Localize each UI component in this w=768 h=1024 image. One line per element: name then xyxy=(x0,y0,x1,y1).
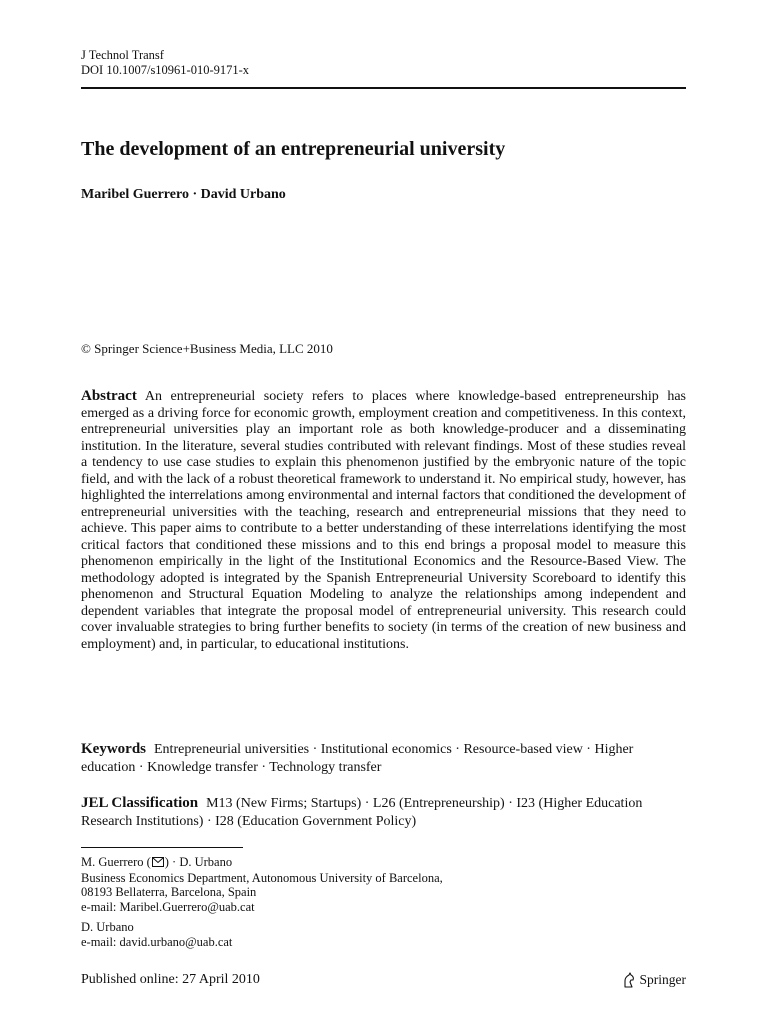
header-rule xyxy=(81,87,686,89)
affiliation-block xyxy=(81,855,443,914)
journal-name: J Technol Transf xyxy=(81,48,164,62)
abstract xyxy=(81,388,686,653)
author-list: Maribel Guerrero · David Urbano xyxy=(81,187,286,202)
email-urbano[interactable]: e-mail: david.urbano@uab.cat xyxy=(81,934,233,949)
published-date: Published online: 27 April 2010 xyxy=(81,972,260,987)
author2-short: ) · D. Urbano xyxy=(164,855,233,869)
doi: DOI 10.1007/s10961-010-9171-x xyxy=(81,63,250,77)
keywords-heading: Keywords xyxy=(81,741,146,757)
author1-name: M. Guerrero ( xyxy=(81,855,151,869)
jel-classification xyxy=(81,794,686,831)
email-guerrero[interactable]: e-mail: Maribel.Guerrero@uab.cat xyxy=(81,899,255,914)
paper-title: The development of an entrepreneurial university xyxy=(81,138,506,160)
address: 08193 Bellaterra, Barcelona, Spain xyxy=(81,885,257,899)
jel-heading: JEL Classification xyxy=(81,795,199,811)
publisher-name: Springer xyxy=(639,972,686,987)
footnote-rule xyxy=(81,847,243,848)
abstract-text: An entrepreneurial society refers to places where knowledge-based entrepreneurship has emerged as a driving force for economic growth, employment creation and competitiveness. In this context, entrepreneurial universities play an important role as both knowledge-producer and a disseminating institution. In the literature, several studies contributed with relevant findings. Most of these studies reveal a tendency to use case studies to explain this phenomenon justified by the embryonic nature of the topic field, and with the lack of a robust theoretical framework to understand it. No empirical study, however, has highlighted the interrelations among environmental and internal factors that conditioned the development of entrepreneurial universities with the teaching, research and entrepreneurial missions that they need to achieve. This paper aims to contribute to a better understanding of these interrelations identifying the most critical factors that conditioned these missions and to this end brings a proposal model to measure this phenomenon empirically in the light of the Institutional Economics and the Resource-Based View. The methodology adopted is integrated by the Spanish Entrepreneurial University Scoreboard to identify this phenomenon and Structural Equation Modeling to analyze the relationships among independent and dependent variables that integrate the proposal model of entrepreneurial university. This research could cover invaluable strategies to bring further benefits to society (in terms of the creation of new business and employment) and, in particular, to educational institutions. xyxy=(81,389,686,652)
corresponding-authors xyxy=(81,855,443,871)
jel-text: M13 (New Firms; Startups) · L26 (Entrepreneurship) · I23 (Higher Education Research Institutions) · I28 (Education Government Policy) xyxy=(81,796,643,829)
copyright-notice: © Springer Science+Business Media, LLC 2010 xyxy=(81,341,333,356)
keywords xyxy=(81,740,686,777)
abstract-heading: Abstract xyxy=(81,388,137,404)
affiliation-block-2 xyxy=(81,920,232,949)
envelope-icon xyxy=(152,856,164,871)
keywords-text: Entrepreneurial universities · Institutional economics · Resource-based view · Higher education · Knowledge transfer · Technology transfer xyxy=(81,742,634,775)
springer-horse-icon xyxy=(622,972,636,988)
author2-name: D. Urbano xyxy=(81,920,134,934)
department: Business Economics Department, Autonomous University of Barcelona, xyxy=(81,870,443,885)
publisher-logo xyxy=(622,972,687,988)
journal-header xyxy=(81,48,249,78)
